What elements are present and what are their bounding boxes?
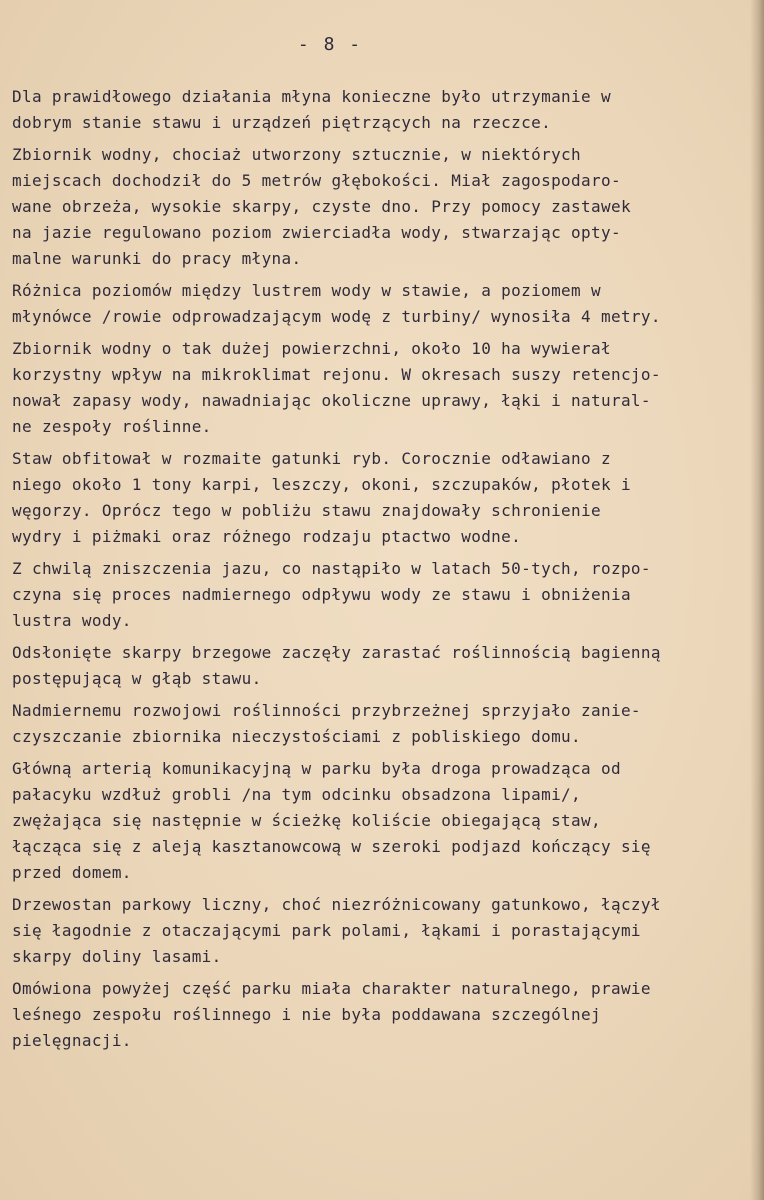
paragraph xyxy=(12,336,712,440)
text-line: młynówce /rowie odprowadzającym wodę z turbiny/ wynosiła 4 metry. xyxy=(12,307,661,326)
paragraph xyxy=(12,446,712,550)
text-line: wane obrzeża, wysokie skarpy, czyste dno. Przy pomocy zastawek xyxy=(12,197,631,216)
text-line: zwężająca się następnie w ścieżkę koliście obiegającą staw, xyxy=(12,811,601,830)
text-line: Nadmiernemu rozwojowi roślinności przybrzeżnej sprzyjało zanie- xyxy=(12,701,641,720)
paragraph xyxy=(12,84,712,136)
text-line: postępującą w głąb stawu. xyxy=(12,669,262,688)
text-line: węgorzy. Oprócz tego w pobliżu stawu znajdowały schronienie xyxy=(12,501,601,520)
text-line: Zbiornik wodny o tak dużej powierzchni, około 10 ha wywierał xyxy=(12,339,611,358)
text-line: przed domem. xyxy=(12,863,132,882)
paragraph xyxy=(12,976,712,1054)
text-line: pielęgnacji. xyxy=(12,1031,132,1050)
text-line: Odsłonięte skarpy brzegowe zaczęły zarastać roślinnością bagienną xyxy=(12,643,661,662)
text-line: malne warunki do pracy młyna. xyxy=(12,249,302,268)
text-line: czyszczanie zbiornika nieczystościami z pobliskiego domu. xyxy=(12,727,582,746)
text-line: Omówiona powyżej część parku miała charakter naturalnego, prawie xyxy=(12,979,651,998)
text-line: nował zapasy wody, nawadniając okoliczne uprawy, łąki i natural- xyxy=(12,391,651,410)
paragraph xyxy=(12,142,712,272)
text-line: czyna się proces nadmiernego odpływu wody ze stawu i obniżenia xyxy=(12,585,631,604)
text-line: Drzewostan parkowy liczny, choć niezróżnicowany gatunkowo, łączył xyxy=(12,895,661,914)
text-line: Różnica poziomów między lustrem wody w stawie, a poziomem w xyxy=(12,281,601,300)
text-line: na jazie regulowano poziom zwierciadła wody, stwarzając opty- xyxy=(12,223,621,242)
text-line: ne zespoły roślinne. xyxy=(12,417,212,436)
paragraph xyxy=(12,556,712,634)
text-line: niego około 1 tony karpi, leszczy, okoni, szczupaków, płotek i xyxy=(12,475,631,494)
paragraph xyxy=(12,640,712,692)
text-line: dobrym stanie stawu i urządzeń piętrzących na rzeczce. xyxy=(12,113,552,132)
text-line: Główną arterią komunikacyjną w parku była droga prowadząca od xyxy=(12,759,621,778)
text-line: łącząca się z aleją kasztanowcową w szeroki podjazd kończący się xyxy=(12,837,651,856)
text-line: wydry i piżmaki oraz różnego rodzaju ptactwo wodne. xyxy=(12,527,522,546)
text-line: pałacyku wzdłuż grobli /na tym odcinku obsadzona lipami/, xyxy=(12,785,582,804)
text-line: Zbiornik wodny, chociaż utworzony sztucznie, w niektórych xyxy=(12,145,582,164)
text-line: miejscach dochodził do 5 metrów głębokości. Miał zagospodaro- xyxy=(12,171,621,190)
paragraph xyxy=(12,698,712,750)
page-number: - 8 - xyxy=(297,34,363,55)
text-line: Z chwilą zniszczenia jazu, co nastąpiło w latach 50-tych, rozpo- xyxy=(12,559,651,578)
paragraph xyxy=(12,756,712,886)
text-line: korzystny wpływ na mikroklimat rejonu. W okresach suszy retencjo- xyxy=(12,365,661,384)
text-line: Dla prawidłowego działania młyna konieczne było utrzymanie w xyxy=(12,87,611,106)
text-line: się łagodnie z otaczającymi park polami, łąkami i porastającymi xyxy=(12,921,641,940)
body-text xyxy=(12,84,712,1060)
text-line: leśnego zespołu roślinnego i nie była poddawana szczególnej xyxy=(12,1005,601,1024)
paragraph xyxy=(12,278,712,330)
text-line: skarpy doliny lasami. xyxy=(12,947,222,966)
text-line: Staw obfitował w rozmaite gatunki ryb. Corocznie odławiano z xyxy=(12,449,611,468)
paragraph xyxy=(12,892,712,970)
page-edge-shadow xyxy=(750,0,764,1200)
text-line: lustra wody. xyxy=(12,611,132,630)
